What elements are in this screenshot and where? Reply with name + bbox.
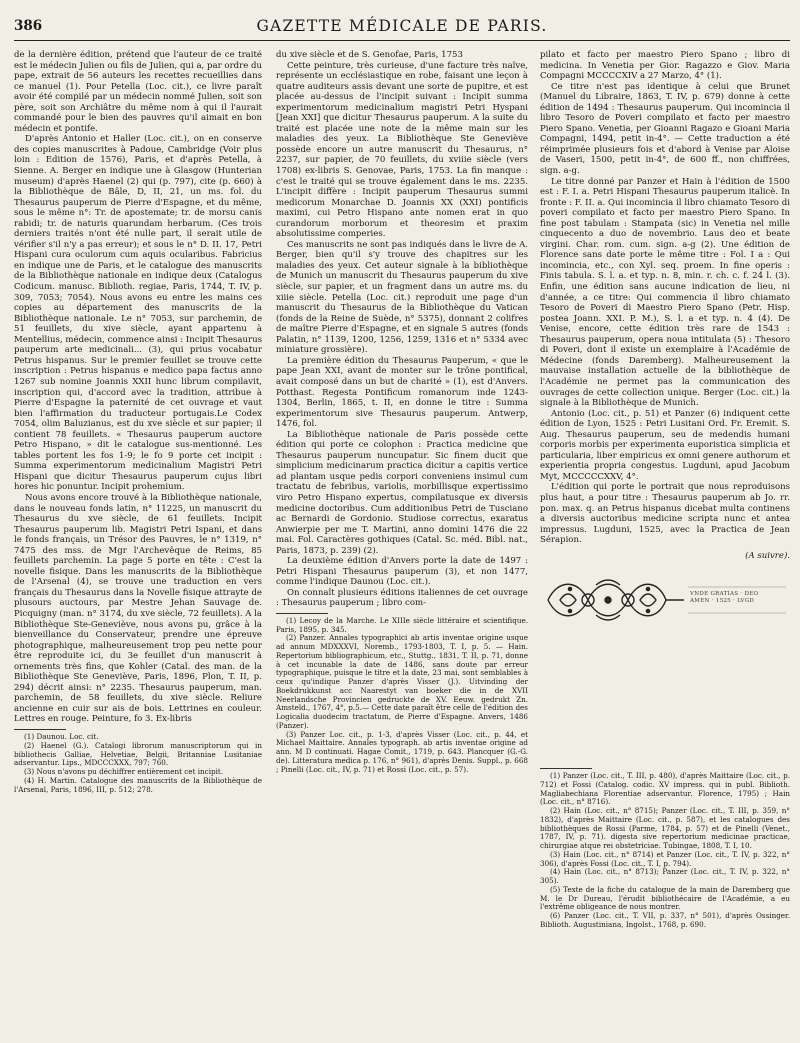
column-middle [276, 50, 528, 774]
footnote: (1) Panzer (Loc. cit., T. III, p. 480), d'après Maittaire (Loc. cit., p. 712) et Fossi (Catalog. codic. XV impress. qui in publ. Biblioth. Magliabechiana Florentiae adservantur. Florence, 1795) ; Hain (Loc. cit., n° 8716). [540, 771, 790, 807]
ornament-legend [690, 591, 788, 605]
column-left [14, 50, 262, 794]
paragraph: pilato et facto per maestro Piero Spano ; libro di medicina. In Venetia per Gior. Ragazzo e Giov. Maria Compagni MCCCCXIV a 27 Marzo, 4° (1). [540, 50, 790, 82]
journal-title: GAZETTE MÉDICALE DE PARIS. [256, 17, 548, 35]
to-be-continued: (A suivre). [745, 550, 790, 561]
paragraph: D'après Antonio et Haller (Loc. cit.), on en conserve des copies manuscrites à Padoue, Cambridge (Voir plus loin : Edition de 1576), Paris, et d'après Petella, à Sienne. A. Berger en indique une à Glasgow (Hunterian museum) d'après Haenel (2) qui (p. 797), cite (p. 660) à la Bibliothèque de Bâle, D, II, 21, un ms. fol. du Thesaurus pauperum de Pierre d'Espagne, et du même, sous le même n°: Tr. de apostemate; tr. de morsu canis rabidi; tr. de naturis quarundam herbarum. (Ces trois derniers traités n'ont été nulle part, il serait utile de vérifier s'il n'y a pas erreur); et sous le n° D. II. 17, Petri Hispani cura oculorum cum aquis ocularibus. Fabricius en indique une de Paris, et le catalogue des manuscrits de la Bibliothèque nationale en indique deux (Catalogus Codicum. manusc. Biblioth. regiae, Paris, 1744, T. IV, p. 309, 7053; 7054). Nous avons eu entre les mains ces copies au département des manuscrits de la Bibliothèque nationale. Le n° 7053, sur parchemin, de 51 feuillets, du xive siècle, ayant appartenu à Mentellius, médecin, commence ainsi : Incipit Thesaurus pauperum arte medicinali... (3), qui prius vocabatur Petrus hispanus. Sur le premier feuillet se trouve cette inscription : Petrus hispanus e medico papa factus anno 1267 sub nomine Joannis XXII hunc librum compilavit, inscription qui, d'accord avec la tradition, attribue à Pierre d'Espagne la paternité de cet ouvrage et vaut bien l'affirmation du traducteur portugais.Le Codex 7054, olim Baluzianus, est du xve siècle et sur papier; il contient 78 feuillets. « Thesaurus pauperum auctore Petro Hispano, » dit le catalogue sus-mentionné. Les tables portent les fos 1-9; le fo 9 porte cet incipit : Summa experimentorum medicinalium Magistri Petri Hispani que dicitur Thesaurus pauperum cujus libri hores hic ponuntur. Incipit prohemium. [14, 134, 262, 493]
paragraph: La deuxième édition d'Anvers porte la date de 1497 : Petri Hispani Thesaurus pauperum (3), et non 1477, comme l'indique Daunou (Loc. cit.). [276, 556, 528, 588]
footnote: (3) Panzer Loc. cit., p. 1-3, d'après Visser (Loc. cit., p. 44, et Michael Maittaire. Annales typograph. ab artis inventae origine ad ann. M D continuati. Hagae Comit., 1719, p. 643. Plancquer (G.-G. de). Litteratura medica p. 176, n° 961), d'après Denis. Suppl., p. 668 ; Pinelli (Loc. cit., IV, p. 71) et Rossi (Loc. cit., p. 57). [276, 729, 528, 774]
footnote: (2) Panzer. Annales typographici ab artis inventae origine usque ad annum MDXXXVI, Noremb., 1793-1803, T. I, p. 5. — Hain. Repertorium bibliographicum, etc., Stuttg., 1831, T. II, p. 71, donne à cet incunable la date de 1486, sans doute par erreur typographique, puisque le titre et la date, 23 mai, sont semblables à ceux qu'indique Panzer d'après Visser (J.). Uitvinding der Boekdrukkunst acc Naarestyt van boeker die in de XVII Neerlandsche Provincien gedruckte de XV. Eeuw. gedrukt Zn. Amsteld., 1767, 4°, p.5.— Cette date paraît être celle de l'édition des Logicalia duodecim tractatum, de Pierre d'Espagne. Anvers, 1486 (Panzer). [276, 633, 528, 730]
footnote: (4) Hain (Loc. cit., n° 8713); Panzer (Loc. cit., T. IV, p. 322, n° 305). [540, 867, 790, 885]
footnote: (6) Panzer (Loc. cit., T. VII, p. 337, n° 501), d'après Ossinger. Biblioth. Augustiniana, Ingolst., 1768, p. 690. [540, 911, 790, 929]
paragraph: Ce titre n'est pas identique à celui que Brunet (Manuel du Libraire, 1863, T. IV, p. 679) donne à cette édition de 1494 : Thesaurus pauperum. Qui incomincia il libro Tesoro de Poveri compilato et facto per maestro Piero Spano. Venetia, per Gioanni Ragazo e Gioani Maria Compagni, 1494, petit in-4°. — Cette traduction a été réimprimée plusieurs fois et d'abord à Venise par Aloise de Vaseri, 1500, petit in-4°, de 600 ff., non chiffrées, sign. a-g. [540, 81, 790, 177]
page-number: 386 [14, 18, 43, 34]
paragraph: du xive siècle et de S. Genofae, Paris, 1753 [276, 50, 463, 60]
page [14, 14, 790, 1030]
footnote-separator [540, 768, 592, 769]
paragraph: Le titre donné par Panzer et Hain à l'édition de 1500 est : F. I. a. Petri Hispani Thesaurus pauperum italicè. In fronte : F. II. a. Qui incomincia il libro chiamato Tesoro di poveri compilato et facto per maestro Piero Spano. In fine post tabulam : Stampata (sic) in Venetia nel mille cinquecento a duo de novembrio. Laus deo et beate virgini. Char. rom. cum. sign. a-g (2). Une édition de Florence sans date porte le même titre : Fol. I a : Qui incomincia, etc., con Xyl. seq. proem. In fine operis : Finis tabula. S. l. a. et typ. n. 8, min. r. ch. c. f. 24 l. (3). Enfin, une édition sans aucune indication de lieu, ni d'année, a ce titre: Qui commencia il libro chiamato Tesoro de Poveri di Maestro Piero Spano (Petr. Hisp. postea Joann. XXI. P. M.), S. l. a et typ. n. 4 (4). De Venise, encore, cette édition très rare de 1543 : Thesaurus pauperum, opera noua intitulata (5) : Thesoro di Poveri, dont il existe un exemplaire à l'Académie de Médecine (fonds Daremberg). Malheureusement la mauvaise installation actuelle de la bibliothèque de l'Académie ne permet pas la communication des ouvrages de cette collection unique. Berger (Loc. cit.) la signale à la Bibliothèque de Munich. [540, 176, 790, 409]
column-right [540, 50, 790, 631]
footnote: (5) Texte de la fiche du catalogue de la main de Daremberg que M. le Dr Dureau, l'érudit bibliothécaire de l'Académie, a eu l'extrême obligeance de nous montrer. [540, 884, 790, 912]
paragraph: Cette peinture, très curieuse, d'une facture très naïve, représente un ecclésiastique en robe, faisant une leçon à quatre auditeurs assis devant une sorte de pupitre, et est placée au-dessus de l'incipit suivant : Incipit summa experimentorum medicinalium magistri Petri Hyspani [Jean XXI] que dicitur Thesaurus pauperum. A la suite du traité est placée une note de la même main sur les maladies des yeux. La Bibliothèque Ste Geneviève possède encore un autre manuscrit du Thesaurus, n° 2237, sur papier, de 70 feuillets, du xviiie siècle (vers 1708) ex-libris S. Genovae, Paris, 1753. La fin manque : c'est le traité qui se trouve également dans le ms. 2235. L'incipit diffère : Incipit pauperum Thesaurus summi medicorum Monarchae D. Joannis XX (XXI) pontificis maximi, cui Petro Hispano ante nomen erat in quo curandorum morborum et theoresim et praxim absolutissime comperies. [276, 60, 528, 240]
paragraph: Ces manuscrits ne sont pas indiqués dans le livre de A. Berger, bien qu'il s'y trouve des chapitres sur les maladies des yeux. Cet auteur signale à la bibliothèque de Munich un manuscrit du Thesaurus pauperum du xive siècle, sur papier, et un fragment dans un autre ms. du xiiie siècle. Petella (Loc. cit.) reproduit une page d'un manuscrit du Thesaurus de la Bibliothèque du Vatican (fonds de la Reine de Suède, n° 5375), donnant 2 colifres de maître Pierre d'Espagne, et en signale 5 autres (fonds Palatin, n° 1139, 1200, 1256, 1259, 1316 et n° 5334 avec miniature grossière). [276, 239, 528, 356]
paragraph: Antonio (Loc. cit., p. 51) et Panzer (6) indiquent cette édition de Lyon, 1525 : Petri Lusitani Ord. Fr. Eremit. S. Aug. Thesaurus pauperum, seu de medendis humani corporis morbis per experimenta euporistica simplicia et particularia, liber empiricus ex omni genere authorum et experientia propria congestus. Lugduni, apud Jacobum Myt, MCCCCCXXV, 4°. [540, 408, 790, 482]
footnote: (1) Lecoy de la Marche. Le XIIIe siècle littéraire et scientifique. Paris, 1895, p. 345. [276, 615, 528, 634]
paragraph: L'édition qui porte le portrait que nous reproduisons plus haut, a pour titre : Thesaurus pauperum ab Jo. rr. pon. max. q. an Petrus hispanus dicebat multa continens a diversis auctoribus medicine scripta nunc et antea impressus. Lugduni, 1525, avec la Practica de Jean Sérapion. [540, 482, 790, 546]
ornament-legend-line: VNDE GRATIAS · DEO [690, 591, 759, 598]
paragraph: On connaît plusieurs éditions italiennes de cet ouvrage : Thesaurus pauperum ; libro com- [276, 587, 528, 609]
footnote: (3) Nous n'avons pu déchiffrer entièrement cet incipit. [24, 767, 224, 776]
printer-ornament [540, 569, 790, 631]
paragraph: La Bibliothèque nationale de Paris possède cette édition qui porte ce colophon : Practica medicine que Thesaurus pauperum nuncupatur. Sic finem ducit que simplicium medicinarum practica dicitur a capitis vertice ad plantam usque pedis corpori conveniens insimul cum tractatu de febribus, variolis, morbillisque expertissimo viro Petro Hispano expertus, compilatusque ex diversis medicine doctoribus. Cum additionibus Petri de Tusciano ac Bernardi de Gordonio. Studiose correctus, exaratus Anwierpie per me T. Martini, anno domini 1476 die 22 mai. Fol. Caractères gothiques (Catal. Sc. méd. Bibl. nat., Paris, 1873, p. 239) (2). [276, 429, 528, 556]
ornament-legend-line: AMEN · 1525 · LVGD [690, 598, 755, 605]
running-header [14, 14, 790, 41]
paragraph: Nous avons encore trouvé à la Bibliothèque nationale, dans le nouveau fonds latin, n° 11225, un manuscrit du Thesaurus du xve siècle, de 61 feuillets. Incipit Thesaurus pauperum lib. Magistri Petri Ispani, et dans le fonds français, un Trésor des Pauvres, le n° 1319, n° 7475 des mss. de Mgr l'Archevêque de Reims, 85 feuillets parchemin. La page 5 porte en tête : C'est la novelle fisique. Dans les manuscrits de la Bibliothèque de l'Arsenal (4), se trouve une traduction en vers français du Thesaurus dans la Novelle fisique attrayte de plusours auctours, par Mestre Jehan Sauvage de. Picquigny (man. n° 3174, du xve siècle, 72 feuillets). A la Bibliothèque Ste-Geneviève, nous avons pu, grâce à la bienveillance du Conservateur, prendre une épreuve photographique, malheureusement trop peu nette pour être reproduite ici, du 3e feuillet d'un manuscrit à ornements très fins, que Kohler (Catal. des man. de la Bibliothèque Ste Geneviève, Paris, 1896, Plon, T. II, p. 294) décrit ainsi: n° 2235. Thesaurus pauperum, man. parchemin, de 58 feuillets, du xive siècle. Reliure ancienne en cuir sur ais de bois. Lettrines en couleur. Lettres en rouge. Peinture, fo 3. Ex-libris [14, 492, 262, 725]
paragraph: de la dernière édition, prétend que l'auteur de ce traité est le médecin Julien ou fils de Julien, qui a, par ordre du pape, extrait de 56 auteurs les recettes recueillies dans ce manuel (1). Pour Petella (Loc. cit.), ce livre paraît avoir été compilé par un médecin nommé Julien, soit son père, soit son Archiâtre du même nom à qui il l'aurait commandé pour le bien des pauvres qu'il aimait en bon médecin et pontife. [14, 50, 262, 134]
footnote: (2) Haenel (G.). Catalogi librorum manuscriptorum qui in bibliothecis Galliae, Helvetiae, Belgii, Britanniae Lusitaniae adservantur. Lips., MDCCCXXX, 797; 760. [14, 740, 262, 768]
paragraph: La première édition du Thesaurus Pauperum, « que le pape Jean XXI, avant de monter sur le trône pontifical, avait composé dans un but de charité » (1), est d'Anvers. Potthast. Regesta Pontificum romanorum inde 1243-1304, Berlin, 1865, t. II, en donne le titre : Summa experimentorum sive Thesaurus pauperum. Antwerp, 1476, fol. [276, 355, 528, 430]
footnote: (4) H. Martin. Catalogue des manuscrits de la Bibliothèque de l'Arsenal, Paris, 1896, III, p. 512; 278. [14, 775, 262, 794]
footnote: (1) Daunou. Loc. cit. [24, 732, 99, 741]
footnote: (3) Hain (Loc. cit., n° 8714) et Panzer (Loc. cit., T. IV, p. 322, n° 306), d'après Fossi (Loc. cit., T. I, p. 794). [540, 849, 790, 868]
footnote: (2) Hain (Loc. cit., n° 8715); Panzer (Loc. cit., T. III, p. 359, n° 1832), d'après Maittaire (Loc. cit., p. 587), et les catalogues des bibliothèques de Rossi (Parme, 1784, p. 57) et de Pinelli (Venet., 1787, IV, p. 71). digesta sive repertorium medicinae practicae, chirurgiae atque rei obstetriciae. Tubingae, 1808, T. I, 10. [540, 806, 790, 850]
footnote-separator [276, 613, 328, 614]
footnotes-middle [276, 617, 528, 775]
footnote-separator [14, 729, 66, 730]
footnotes-right-block [540, 764, 790, 930]
footnotes-left [14, 733, 262, 794]
footnotes-right [540, 772, 790, 930]
